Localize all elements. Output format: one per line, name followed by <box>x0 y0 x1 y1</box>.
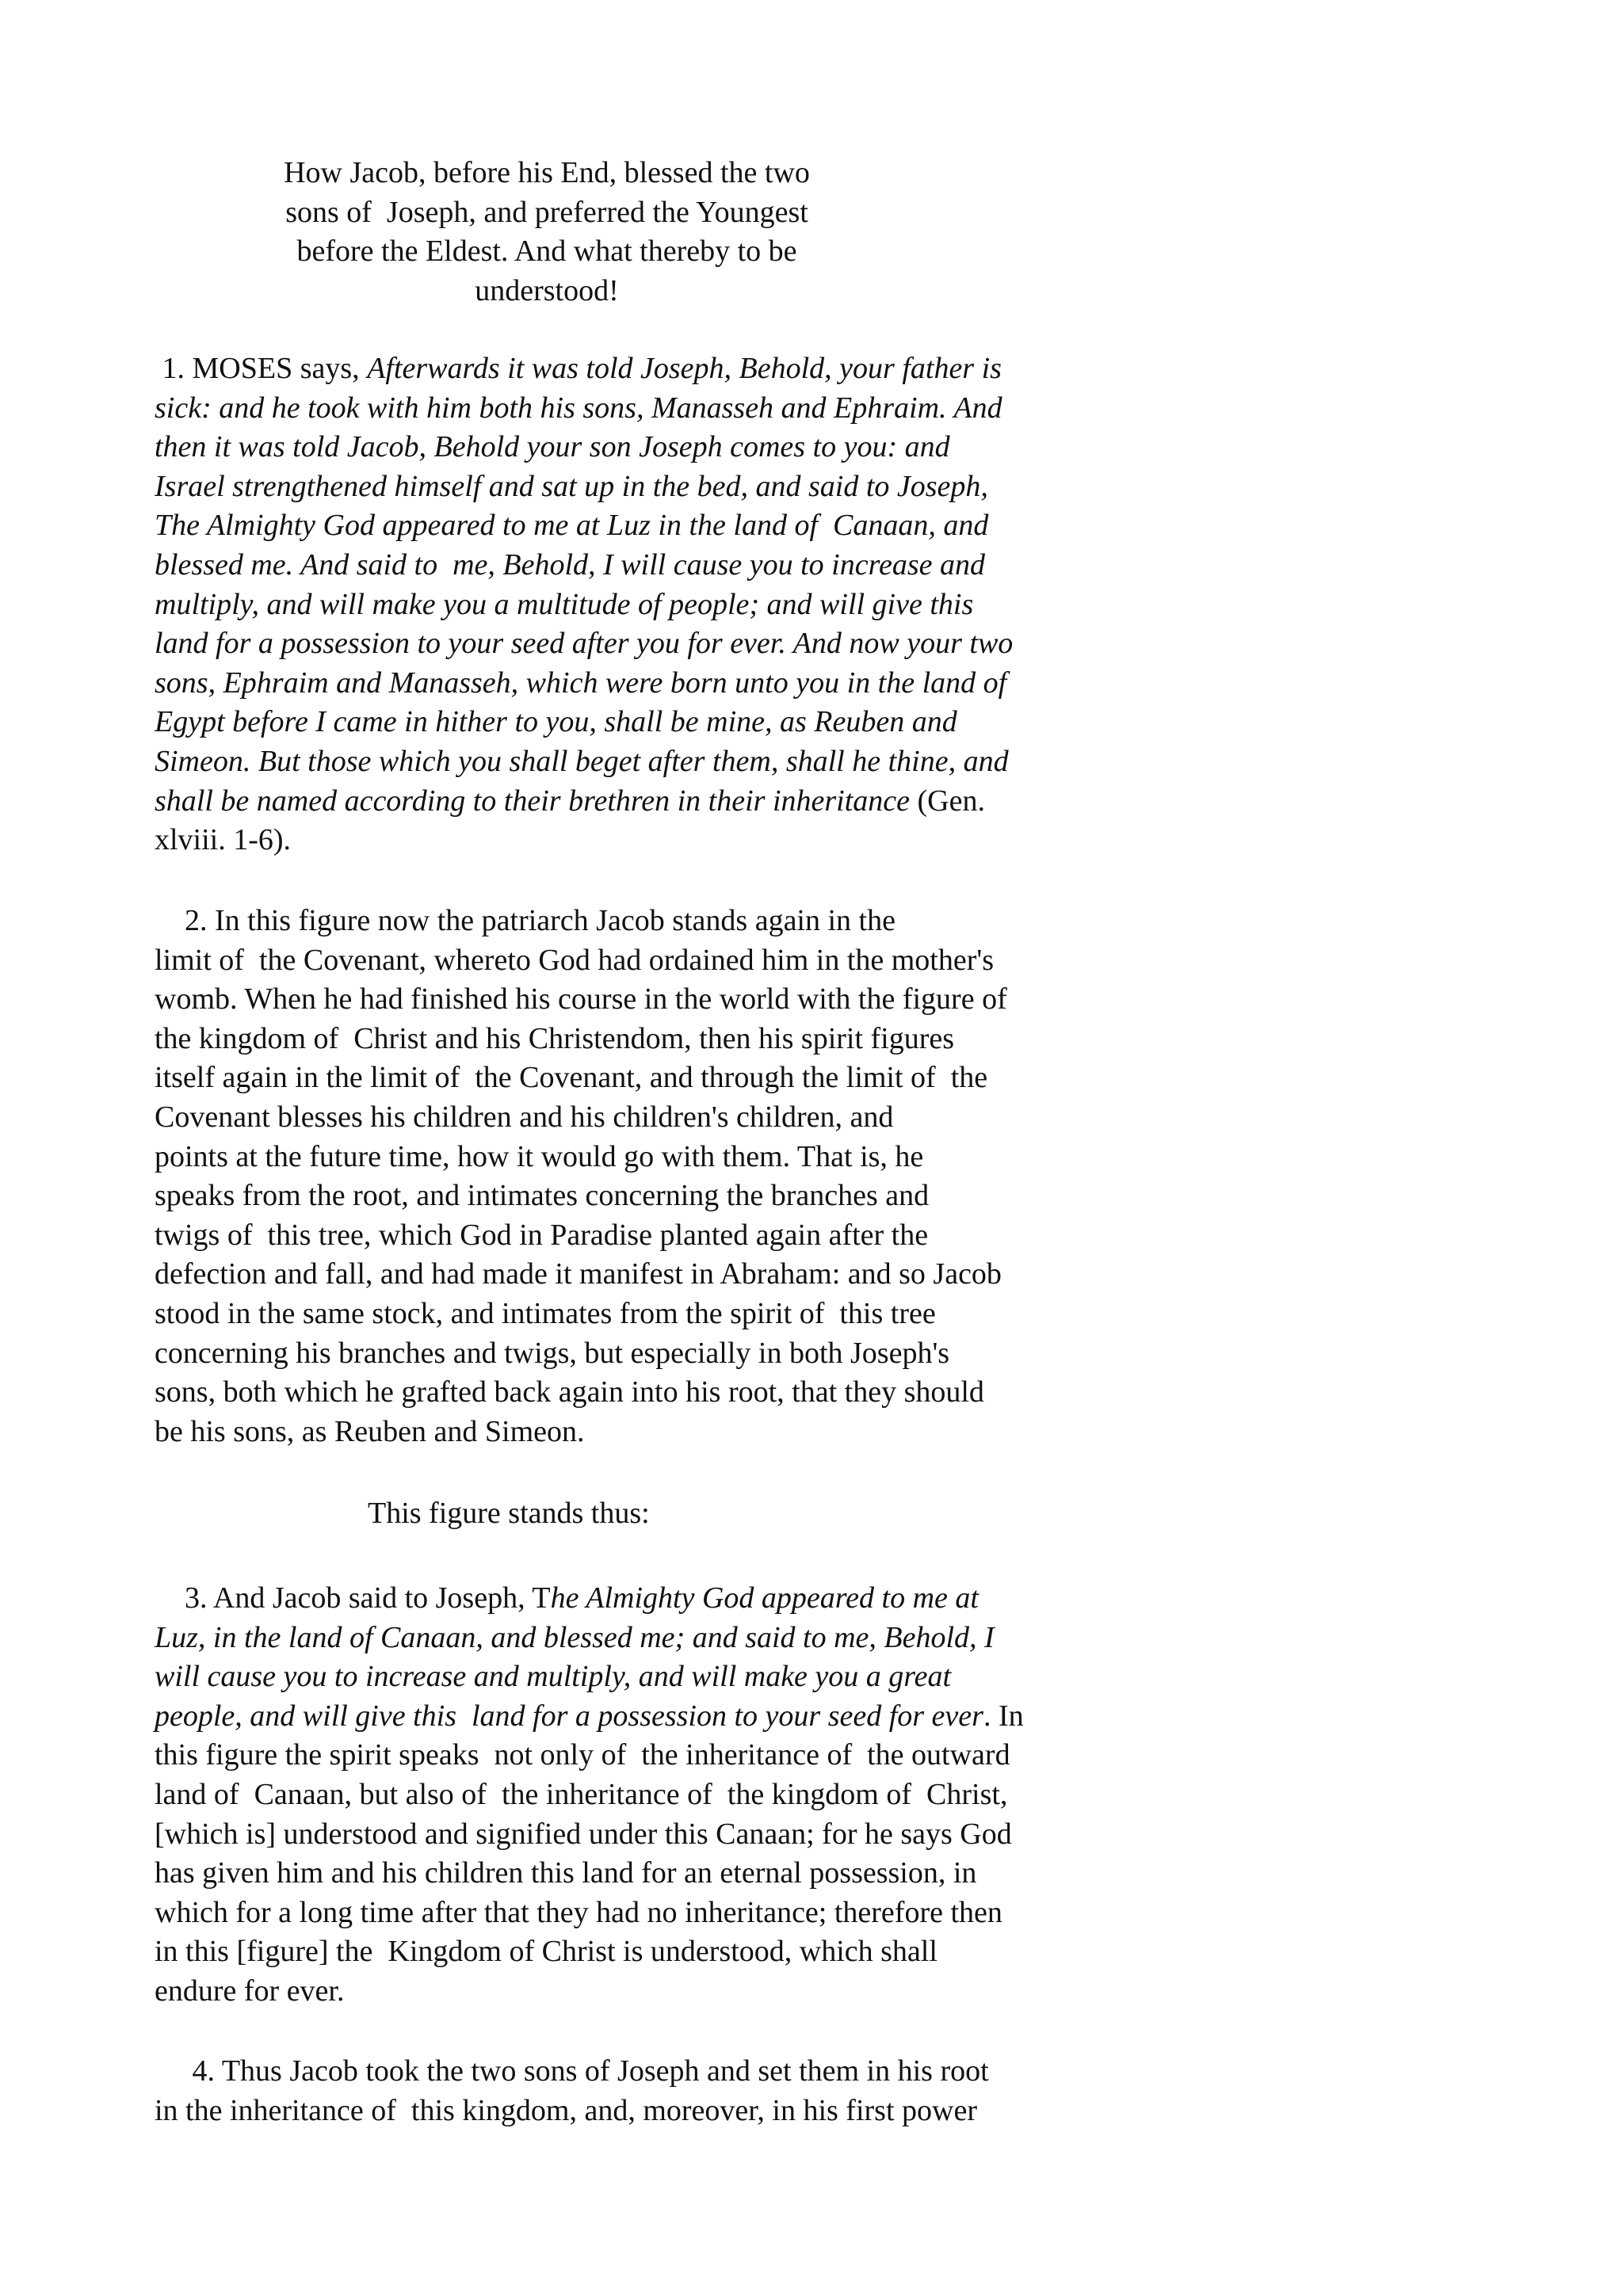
paragraph-1 <box>155 349 1013 860</box>
paragraph-line: points at the future time, how it would go with them. That is, he <box>155 1139 924 1173</box>
paragraph-line: The Almighty God appeared to me at Luz in the land of Canaan, and <box>155 509 989 543</box>
paragraph-line: sons, Ephraim and Manasseh, which were born unto you in the land of <box>155 666 1007 700</box>
paragraph-4 <box>155 2052 989 2130</box>
paragraph-line: in this [figure] the Kingdom of Christ is understood, which shall <box>155 1935 938 1969</box>
paragraph-line: defection and fall, and had made it manifest in Abraham: and so Jacob <box>155 1257 1002 1291</box>
paragraph-line: people, and will give this land for a possession to your seed for ever. In <box>155 1699 1024 1733</box>
paragraph-2 <box>155 902 1007 1451</box>
paragraph-line: blessed me. And said to me, Behold, I will cause you to increase and <box>155 547 985 582</box>
paragraph-line: land of Canaan, but also of the inheritance of the kingdom of Christ, <box>155 1777 1008 1811</box>
section-subheading: This figure stands thus: <box>368 1497 650 1530</box>
paragraph-line: sons, both which he grafted back again into his root, that they should <box>155 1375 984 1409</box>
paragraph-line: this figure the spirit speaks not only of the inheritance of the outward <box>155 1738 1010 1772</box>
paragraph-line: multiply, and will make you a multitude of people; and will give this <box>155 587 974 621</box>
paragraph-line: then it was told Jacob, Behold your son Joseph comes to you: and <box>155 430 950 464</box>
paragraph-line: Covenant blesses his children and his children's children, and <box>155 1100 894 1134</box>
title-line: understood! <box>475 273 619 307</box>
paragraph-line: 2. In this figure now the patriarch Jacob stands again in the <box>155 904 896 937</box>
paragraph-line: Luz, in the land of Canaan, and blessed me; and said to me, Behold, I <box>155 1620 995 1654</box>
paragraph-line: Simeon. But those which you shall beget after them, shall he thine, and <box>155 744 1009 778</box>
paragraph-line: endure for ever. <box>155 1974 345 2008</box>
paragraph-line: 4. Thus Jacob took the two sons of Joseph and set them in his root <box>155 2054 989 2088</box>
paragraph-line: shall be named according to their brethren in their inheritance (Gen. <box>155 784 985 818</box>
paragraph-line: itself again in the limit of the Covenant, and through the limit of the <box>155 1061 988 1095</box>
paragraph-line: stood in the same stock, and intimates from the spirit of this tree <box>155 1296 936 1330</box>
paragraph-line: xlviii. 1-6). <box>155 823 292 857</box>
paragraph-line: Israel strengthened himself and sat up in the bed, and said to Joseph, <box>155 469 988 503</box>
paragraph-line: the kingdom of Christ and his Christendom, then his spirit figures <box>155 1021 955 1055</box>
title-line: before the Eldest. And what thereby to be <box>296 235 797 269</box>
paragraph-line: sick: and he took with him both his sons, Manasseh and Ephraim. And <box>155 391 1002 425</box>
paragraph-3 <box>155 1579 1024 2012</box>
paragraph-line: concerning his branches and twigs, but especially in both Joseph's <box>155 1336 950 1370</box>
paragraph-line: Egypt before I came in hither to you, shall be mine, as Reuben and <box>155 705 957 739</box>
paragraph-line: in the inheritance of this kingdom, and, moreover, in his first power <box>155 2093 977 2127</box>
paragraph-line: be his sons, as Reuben and Simeon. <box>155 1414 585 1448</box>
paragraph-line: which for a long time after that they had no inheritance; therefore then <box>155 1895 1002 1929</box>
paragraph-line: will cause you to increase and multiply, and will make you a great <box>155 1660 952 1694</box>
chapter-title <box>0 154 1094 311</box>
paragraph-line: 1. MOSES says, Afterwards it was told Joseph, Behold, your father is <box>155 352 1002 385</box>
paragraph-line: 3. And Jacob said to Joseph, The Almighty God appeared to me at <box>155 1581 979 1615</box>
paragraph-line: has given him and his children this land for an eternal possession, in <box>155 1856 977 1890</box>
title-line: sons of Joseph, and preferred the Youngest <box>285 195 808 229</box>
paragraph-line: limit of the Covenant, whereto God had ordained him in the mother's <box>155 943 995 977</box>
paragraph-line: twigs of this tree, which God in Paradise planted again after the <box>155 1218 929 1252</box>
paragraph-line: [which is] understood and signified under this Canaan; for he says God <box>155 1817 1012 1851</box>
paragraph-line: land for a possession to your seed after you for ever. And now your two <box>155 627 1014 661</box>
paragraph-line: womb. When he had finished his course in the world with the figure of <box>155 982 1007 1016</box>
title-line: How Jacob, before his End, blessed the two <box>284 156 810 189</box>
paragraph-line: speaks from the root, and intimates concerning the branches and <box>155 1179 930 1213</box>
